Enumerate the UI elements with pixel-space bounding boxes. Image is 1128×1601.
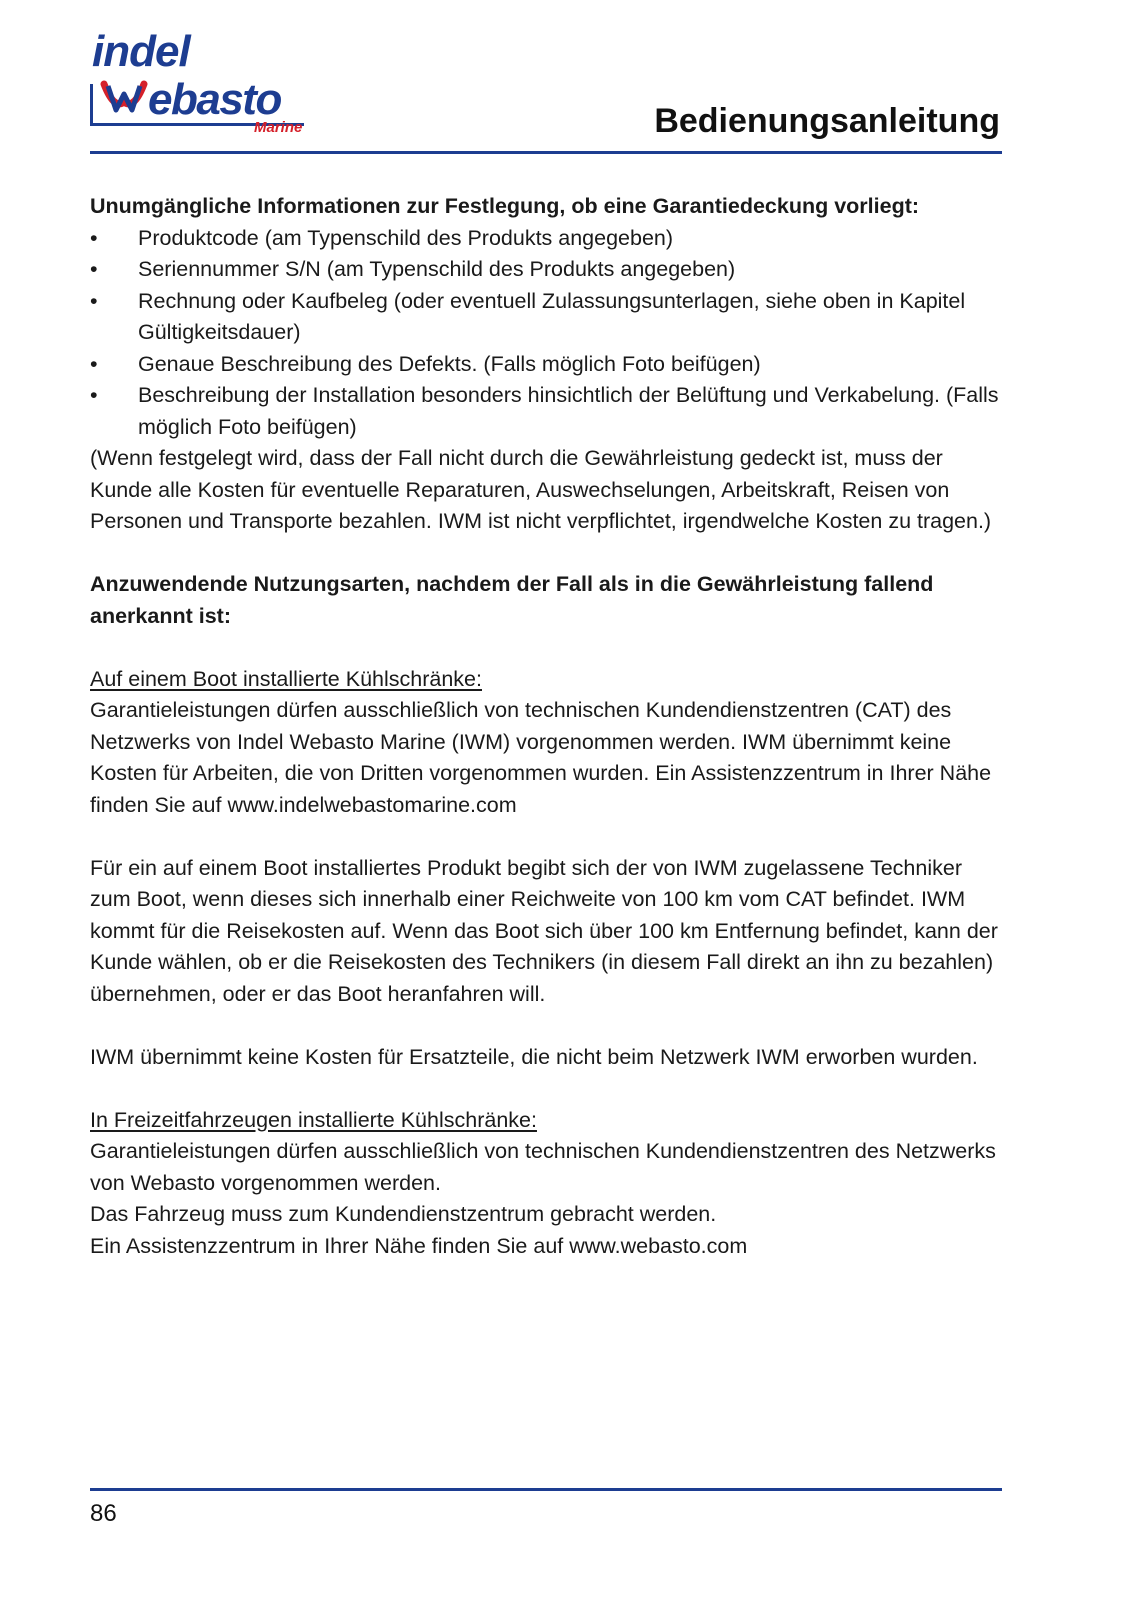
logo-wordmark-indel: indel: [92, 27, 190, 76]
list-item: [90, 349, 1005, 381]
bullet-icon: •: [90, 383, 98, 407]
list-item: [90, 223, 1005, 255]
list-item-text: Produktcode (am Typenschild des Produkts angegeben): [138, 225, 674, 250]
page-title: Bedienungsanleitung: [654, 102, 1000, 140]
bullet-icon: •: [90, 351, 98, 376]
list-item: [90, 254, 1005, 286]
section-heading-usage: Anzuwendende Nutzungsarten, nachdem der Fall als in die Gewährleistung fallend anerkannt ist:: [90, 572, 934, 628]
rv-paragraph-service: Garantieleistungen dürfen ausschließlich von technischen Kundendienstzentren des Netzwerks von Webasto vorgenommen werden.: [90, 1139, 996, 1195]
bullet-icon: •: [90, 257, 98, 281]
list-item-text: Genaue Beschreibung des Defekts. (Falls möglich Foto beifügen): [138, 351, 761, 376]
subheading-rv: In Freizeitfahrzeugen installierte Kühlschränke:: [90, 1107, 537, 1132]
cost-note-paragraph: (Wenn festgelegt wird, dass der Fall nicht durch die Gewährleistung gedeckt ist, muss der Kunde alle Kosten für eventuelle Reparaturen, Auswechselungen, Arbeitskraft, Reisen von Personen und Transporte bezahlen. IWM ist nicht verpflichtet, irgendwelche Kosten zu tragen.): [90, 446, 992, 533]
subheading-boat: Auf einem Boot installierte Kühlschränke:: [90, 666, 482, 691]
rv-paragraph-bring-vehicle: Das Fahrzeug muss zum Kundendienstzentrum gebracht werden.: [90, 1202, 717, 1226]
bullet-icon: •: [90, 288, 98, 313]
brand-logo: [90, 27, 330, 136]
list-item-text: Beschreibung der Installation besonders hinsichtlich der Belüftung und Verkabelung. (Falls möglich Foto beifügen): [138, 383, 999, 439]
list-item: [90, 380, 1005, 443]
header-divider: [90, 151, 1002, 154]
logo-w-mark-icon: [98, 80, 150, 120]
bullet-icon: •: [90, 225, 98, 250]
document-body: [90, 191, 1005, 1262]
footer-divider: [90, 1488, 1002, 1491]
boat-paragraph-spare-parts: IWM übernimmt keine Kosten für Ersatzteile, die nicht beim Netzwerk IWM erworben wurden.: [90, 1044, 978, 1069]
required-info-list: [90, 223, 1005, 444]
list-item-text: Seriennummer S/N (am Typenschild des Produkts angegeben): [138, 257, 736, 281]
list-item: [90, 286, 1005, 349]
boat-paragraph-travel: Für ein auf einem Boot installiertes Produkt begibt sich der von IWM zugelassene Techniker zum Boot, wenn dieses sich innerhalb einer Reichweite von 100 km vom CAT befindet. IWM kommt für die Reisekosten auf. Wenn das Boot sich über 100 km Entfernung befindet, kann der Kunde wählen, ob er die Reisekosten des Technikers (in diesem Fall direkt an ihn zu bezahlen) übernehmen, oder er das Boot heranfahren will.: [90, 855, 998, 1006]
rv-paragraph-website: Ein Assistenzzentrum in Ihrer Nähe finden Sie auf www.webasto.com: [90, 1233, 748, 1258]
page-number: 86: [90, 1500, 117, 1527]
section-heading-warranty-info: Unumgängliche Informationen zur Festlegung, ob eine Garantiedeckung vorliegt:: [90, 194, 920, 218]
logo-wordmark-marine: Marine: [254, 119, 303, 136]
logo-wordmark-webasto: ebasto: [148, 75, 281, 124]
list-item-text: Rechnung oder Kaufbeleg (oder eventuell Zulassungsunterlagen, siehe oben in Kapitel Gültigkeitsdauer): [138, 288, 966, 344]
boat-paragraph-cat: Garantieleistungen dürfen ausschließlich von technischen Kundendienstzentren (CAT) des Netzwerks von Indel Webasto Marine (IWM) vorgenommen werden. IWM übernimmt keine Kosten für Arbeiten, die von Dritten vorgenommen wurden. Ein Assistenzzentrum in Ihrer Nähe finden Sie auf www.indelwebastomarine.com: [90, 698, 992, 817]
